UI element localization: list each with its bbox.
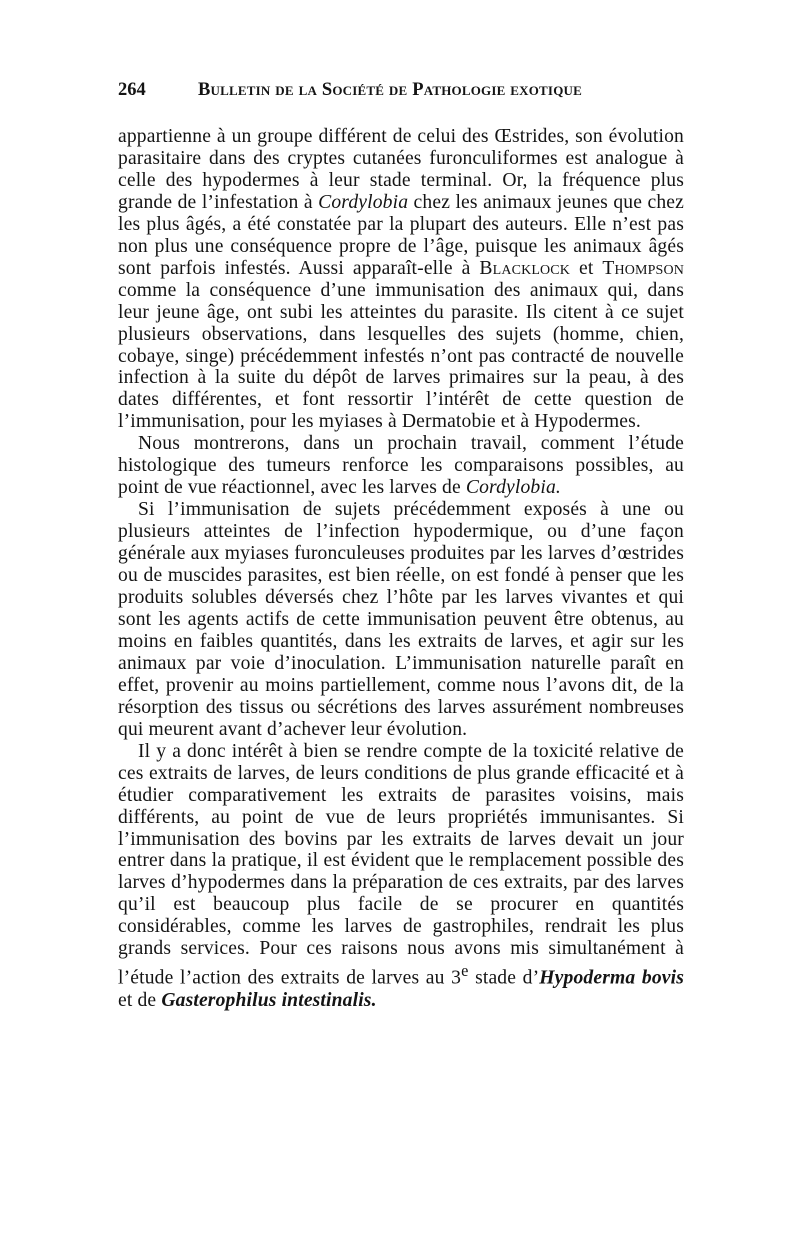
text-run: stade d’ [468,967,540,989]
author-name: Thompson [602,257,684,279]
paragraph [118,126,684,433]
journal-title: Bulletin de la Société de Pathologie exotique [198,80,582,100]
text-run: Il y a donc intérêt à bien se rendre compte de la toxicité relative de ces extraits de larves, de leurs conditions de plus grande efficacité et à étudier comparativement les extraits de parasites voisins, mais différents, au point de vue de leurs propriétés immunisantes. Si l’immunisation des bovins par les extraits de larves devait un jour entrer dans la pratique, il est évident que le remplacement possible des larves d’hypodermes dans la préparation de ces extraits, par des larves qu’il est beaucoup plus facile de se procurer en quantités considérables, comme les larves de gastrophiles, rendrait les plus grands services. Pour ces raisons nous avons mis simultanément à l’étude l’action des extraits de larves au 3 [118,740,684,989]
text-run: comme la conséquence d’une immunisation des animaux qui, dans leur jeune âge, ont subi les atteintes du parasite. Ils citent à ce sujet plusieurs observations, dans lesquelles des sujets (homme, chien, cobaye, singe) précédemment infestés n’ont pas contracté de nouvelle infection à la suite du dépôt de larves primaires sur la peau, à des dates différentes, et font ressortir l’intérêt de cette question de l’immunisation, pour les myiases à Dermatobie et à Hypodermes. [118,279,684,433]
text-run: Nous montrerons, dans un prochain travail, comment l’étude histologique des tumeurs renforce les comparaisons possibles, au point de vue réactionnel, avec les larves de [118,433,684,499]
page-number: 264 [118,80,146,100]
species-name: Gasterophilus intestinalis. [161,989,377,1011]
paragraph [118,741,684,1012]
paragraph [118,499,684,740]
author-name: Blacklock [479,257,571,279]
superscript: e [461,961,469,981]
italic-term: Cordylobia [318,191,409,213]
text-run: et de [118,989,162,1011]
running-head [118,78,684,102]
italic-term: Cordylobia. [465,477,561,499]
text-run: chez les animaux jeunes que chez les plus âgés, a été constatée par la plupart des auteurs. Elle n’est pas non plus une conséquence propre de l’âge, puisque les animaux âgés sont parfois infestés. Aussi apparaît-elle à [118,191,684,279]
text-run: et [570,257,603,279]
body-text [118,126,684,1012]
text-run: Si l’immunisation de sujets précédemment exposés à une ou plusieurs atteintes de l’infection hypodermique, ou d’une façon générale aux myiases furonculeuses produites par les larves d’œstrides ou de muscides parasites, est bien réelle, on est fondé à penser que les produits solubles déversés chez l’hôte par les larves vivantes et qui sont les agents actifs de cette immunisation peuvent être obtenus, au moins en faibles quantités, dans les extraits de larves, et agir sur les animaux par voie d’inoculation. L’immunisation naturelle paraît en effet, provenir au moins partiellement, comme nous l’avons dit, de la résorption des tissus ou sécrétions des larves assurément nombreuses qui meurent avant d’achever leur évolution. [118,499,684,740]
text-run: appartienne à un groupe différent de celui des Œstrides, son évolution parasitaire dans des cryptes cutanées furonculiformes est analogue à celle des hypodermes à leur stade terminal. Or, la fréquence plus grande de l’infestation à [118,126,684,213]
paragraph [118,433,684,499]
species-name: Hypoderma bovis [539,967,684,989]
